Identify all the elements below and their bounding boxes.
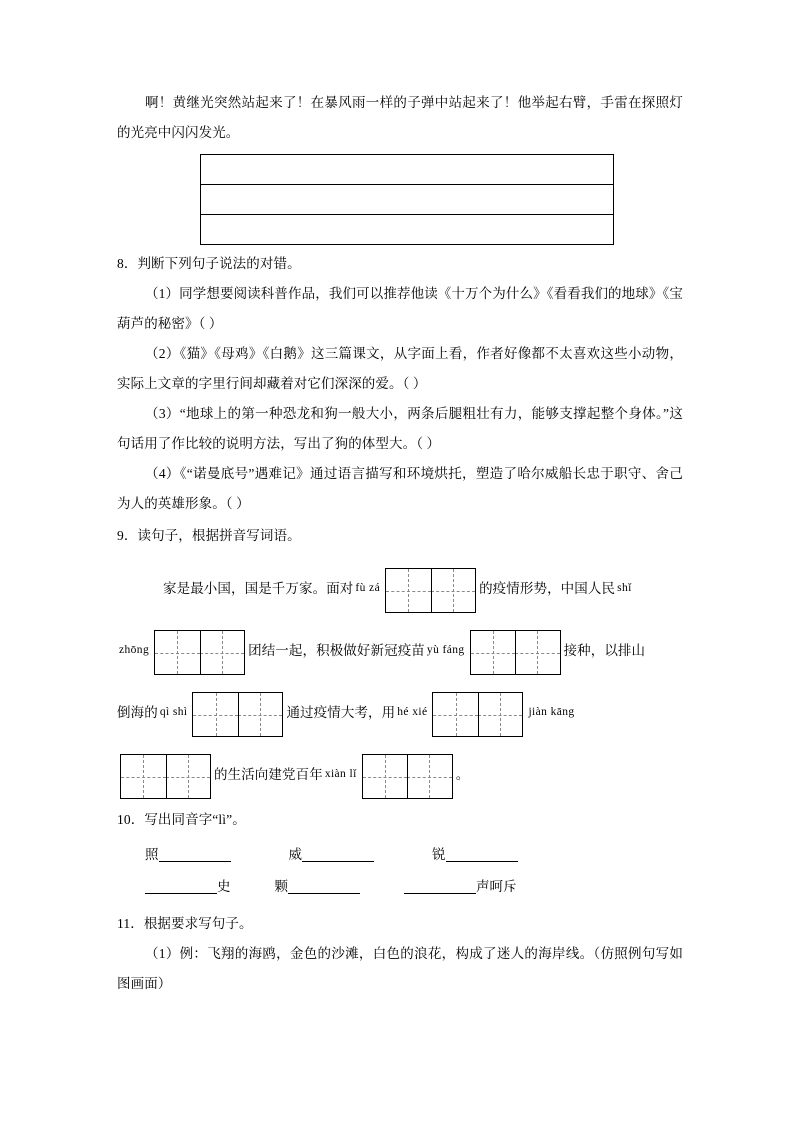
tianzige-cell[interactable] xyxy=(200,631,245,674)
item-text: 例：飞翔的海鸥，金色的沙滩，白色的浪花，构成了迷人的海岸线。（仿照例句写如图画面） xyxy=(117,946,683,991)
question-10-number: 10 xyxy=(117,812,131,827)
question-8-item-2 xyxy=(117,339,683,399)
tianzige-cell[interactable] xyxy=(478,693,523,736)
tianzige-cell[interactable] xyxy=(515,631,560,674)
sentence-text: 接种，以排山 xyxy=(563,643,646,658)
question-9-line-3 xyxy=(117,675,683,737)
reading-passage: 啊！黄继光突然站起来了！在暴风雨一样的子弹中站起来了！他举起右臂，手雷在探照灯的光亮中闪闪发光。 xyxy=(117,95,683,140)
question-8-title: 判断下列句子说法的对错。 xyxy=(137,256,301,271)
blank-underline-5[interactable] xyxy=(288,893,360,894)
question-8-number: 8 xyxy=(117,256,124,271)
tianzige-jiankang[interactable] xyxy=(120,754,211,799)
tianzige-cell[interactable] xyxy=(431,569,476,612)
item-text: 《猫》《母鸡》《白鹅》这三篇课文，从字面上看，作者好像都不太喜欢这些小动物，实际上文章的字里行间却藏着对它们深深的爱。（ ） xyxy=(117,346,683,391)
item-label: （4） xyxy=(145,466,180,481)
blank-underline-3[interactable] xyxy=(446,861,518,862)
question-8-heading xyxy=(117,249,683,279)
tianzige-cell[interactable] xyxy=(193,693,238,736)
question-8-separator: ． xyxy=(123,256,138,271)
question-10-row-1 xyxy=(117,839,683,871)
sentence-text: 通过疫情大考，用 xyxy=(286,705,396,720)
tianzige-cell[interactable] xyxy=(166,755,211,798)
sentence-text: 家是最小国，国是千万家。面对 xyxy=(163,581,354,596)
question-9-number: 9 xyxy=(117,528,124,543)
question-11-separator: ． xyxy=(130,916,144,931)
tianzige-yufang[interactable] xyxy=(470,630,561,675)
question-9-line-1 xyxy=(117,551,683,613)
question-9-heading xyxy=(117,521,683,551)
question-11-title: 根据要求写句子。 xyxy=(143,916,253,931)
tianzige-shizhong[interactable] xyxy=(154,630,245,675)
item-text: 《“诺曼底号”遇难记》通过语言描写和环境烘托，塑造了哈尔威船长忠于职守、舍己为人的英雄形象。（ ） xyxy=(117,466,683,511)
tianzige-qishi[interactable] xyxy=(192,692,283,737)
question-11-heading xyxy=(117,909,683,939)
question-10-title: 写出同音字“lì”。 xyxy=(144,812,246,827)
tianzige-cell[interactable] xyxy=(238,693,283,736)
pinyin-qishi: qì shì xyxy=(159,706,188,718)
tianzige-cell[interactable] xyxy=(386,569,431,612)
tianzige-hexie[interactable] xyxy=(432,692,523,737)
item-label: （2） xyxy=(145,346,180,361)
question-10-separator: ． xyxy=(130,812,145,827)
item-label: （3） xyxy=(145,406,180,421)
question-8-item-3 xyxy=(117,399,683,459)
question-11-number: 11 xyxy=(117,916,131,931)
question-8-item-4 xyxy=(117,459,683,519)
char-suffix: 史 xyxy=(217,879,231,894)
sentence-text: 倒海的 xyxy=(117,705,158,720)
char-prefix: 照 xyxy=(145,847,159,862)
pinyin-fuza: fù zá xyxy=(355,582,381,594)
blank-underline-6[interactable] xyxy=(404,893,476,894)
sentence-text: 。 xyxy=(455,767,470,782)
item-label: （1） xyxy=(145,946,180,961)
tianzige-cell[interactable] xyxy=(155,631,200,674)
blank-underline-2[interactable] xyxy=(302,861,374,862)
tianzige-cell[interactable] xyxy=(407,755,452,798)
char-suffix: 声呵斥 xyxy=(476,879,517,894)
sentence-text: 的疫情形势，中国人民 xyxy=(479,581,616,596)
answer-line-3[interactable] xyxy=(201,215,613,245)
pinyin-jiankang: jiàn kāng xyxy=(528,706,575,718)
question-8-item-1 xyxy=(117,279,683,339)
pinyin-yufang: yù fáng xyxy=(426,644,465,656)
tianzige-fuza[interactable] xyxy=(385,568,476,613)
pinyin-shi: shǐ xyxy=(617,582,632,594)
question-10-heading xyxy=(117,805,683,835)
tianzige-cell[interactable] xyxy=(471,631,516,674)
sentence-text: 团结一起，积极做好新冠疫苗 xyxy=(248,643,425,658)
tianzige-cell[interactable] xyxy=(363,755,408,798)
item-text: “地球上的第一种恐龙和狗一般大小，两条后腿粗壮有力，能够支撑起整个身体。”这句话用了作比较的说明方法，写出了狗的体型大。（ ） xyxy=(117,406,683,451)
question-9-line-4 xyxy=(117,737,683,799)
blank-underline-1[interactable] xyxy=(159,861,231,862)
question-11-item-1 xyxy=(117,939,683,999)
tianzige-cell[interactable] xyxy=(121,755,166,798)
question-9-separator: ． xyxy=(123,528,138,543)
question-10-row-2 xyxy=(117,871,683,903)
answer-box[interactable] xyxy=(200,154,614,245)
pinyin-zhong: zhōng xyxy=(119,644,150,656)
answer-line-2[interactable] xyxy=(201,185,613,215)
tianzige-xianli[interactable] xyxy=(362,754,453,799)
pinyin-hexie: hé xié xyxy=(397,706,428,718)
char-prefix: 锐 xyxy=(432,847,446,862)
question-9-title: 读句子，根据拼音写词语。 xyxy=(137,528,301,543)
tianzige-cell[interactable] xyxy=(433,693,478,736)
question-9-line-2 xyxy=(117,613,683,675)
answer-line-1[interactable] xyxy=(201,155,613,185)
char-prefix: 颗 xyxy=(274,879,288,894)
item-label: （1） xyxy=(145,286,180,301)
item-text: 同学想要阅读科普作品，我们可以推荐他读《十万个为什么》《看看我们的地球》《宝葫芦的秘密》（ ） xyxy=(117,286,683,331)
pinyin-xianli: xiàn lǐ xyxy=(324,768,357,780)
page-content xyxy=(117,88,683,999)
blank-underline-4[interactable] xyxy=(145,893,217,894)
char-prefix: 威 xyxy=(288,847,302,862)
sentence-text: 的生活向建党百年 xyxy=(214,767,323,782)
